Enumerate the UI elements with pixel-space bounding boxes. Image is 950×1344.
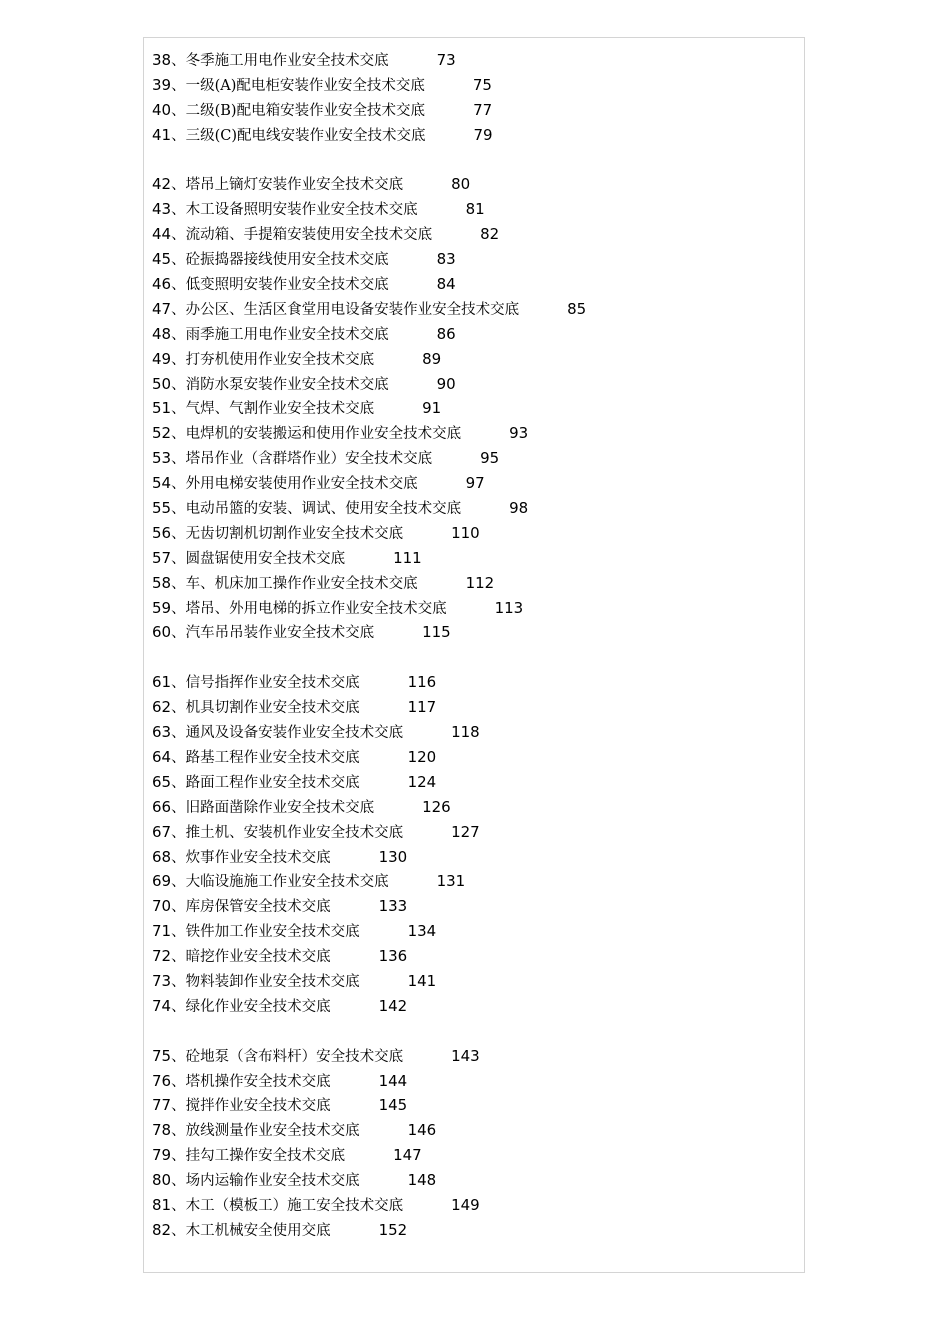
toc-entry-page: 127 bbox=[451, 822, 480, 841]
toc-entry-number: 53 bbox=[152, 449, 172, 468]
toc-entry-number: 75 bbox=[152, 1046, 172, 1065]
toc-entry[interactable]: 65、路面工程作业安全技术交底 124 bbox=[152, 772, 437, 791]
toc-entry-title: 一级(A)配电柜安装作业安全技术交底 bbox=[185, 77, 425, 94]
toc-entry[interactable]: 54、外用电梯安装使用作业安全技术交底 97 bbox=[152, 474, 485, 493]
toc-entry-number: 43 bbox=[152, 200, 172, 219]
toc-entry-title: 塔吊、外用电梯的拆立作业安全技术交底 bbox=[185, 600, 447, 617]
toc-entry-title: 铁件加工作业安全技术交底 bbox=[185, 924, 360, 941]
toc-entry-page: 136 bbox=[378, 947, 408, 966]
toc-entry-title: 场内运输作业安全技术交底 bbox=[185, 1173, 360, 1190]
toc-entry-number: 49 bbox=[152, 349, 172, 368]
toc-entry-title: 路基工程作业安全技术交底 bbox=[185, 749, 360, 766]
toc-entry-page: 82 bbox=[480, 225, 500, 244]
toc-entry-number: 58 bbox=[152, 573, 172, 592]
toc-entry-page: 120 bbox=[407, 747, 437, 766]
toc-entry-number: 81 bbox=[152, 1195, 172, 1214]
toc-entry-page: 146 bbox=[407, 1121, 437, 1140]
toc-entry-page: 97 bbox=[465, 474, 485, 493]
toc-entry-title: 炊事作业安全技术交底 bbox=[185, 849, 331, 866]
toc-entry-page: 147 bbox=[393, 1146, 422, 1165]
toc-entry[interactable]: 40、二级(B)配电箱安装作业安全技术交底 77 bbox=[152, 100, 493, 119]
toc-entry[interactable]: 49、打夯机使用作业安全技术交底 89 bbox=[152, 349, 442, 368]
toc-entry-page: 152 bbox=[378, 1220, 408, 1239]
toc-entry-page: 77 bbox=[473, 100, 493, 119]
toc-entry-page: 79 bbox=[473, 125, 493, 144]
toc-entry-page: 84 bbox=[436, 275, 456, 294]
toc-entry-page: 116 bbox=[407, 673, 437, 692]
toc-entry-title: 搅拌作业安全技术交底 bbox=[185, 1098, 331, 1115]
toc-entry-title: 汽车吊吊装作业安全技术交底 bbox=[185, 625, 375, 642]
toc-entry-number: 42 bbox=[152, 175, 172, 194]
toc-entry-title: 砼振捣器接线使用安全技术交底 bbox=[185, 252, 389, 269]
toc-entry[interactable]: 42、塔吊上镝灯安装作业安全技术交底 80 bbox=[152, 175, 471, 194]
toc-entry[interactable]: 56、无齿切割机切割作业安全技术交底 110 bbox=[152, 523, 480, 542]
toc-entry[interactable]: 53、塔吊作业（含群塔作业）安全技术交底 95 bbox=[152, 449, 500, 468]
toc-entry[interactable]: 58、车、机床加工操作作业安全技术交底 112 bbox=[152, 573, 495, 592]
document-page bbox=[143, 37, 805, 1273]
toc-entry-page: 89 bbox=[422, 349, 442, 368]
toc-entry-number: 62 bbox=[152, 698, 172, 717]
toc-entry-page: 148 bbox=[407, 1171, 437, 1190]
toc-entry-number: 47 bbox=[152, 299, 172, 318]
toc-entry-number: 77 bbox=[152, 1096, 172, 1115]
toc-entry-page: 117 bbox=[407, 698, 437, 717]
toc-entry-page: 75 bbox=[472, 75, 492, 94]
toc-entry-number: 55 bbox=[152, 499, 172, 518]
toc-entry-title: 消防水泵安装作业安全技术交底 bbox=[185, 376, 389, 393]
toc-entry[interactable]: 64、路基工程作业安全技术交底 120 bbox=[152, 747, 437, 766]
toc-entry-title: 雨季施工用电作业安全技术交底 bbox=[185, 326, 389, 343]
toc-entry[interactable]: 72、暗挖作业安全技术交底 136 bbox=[152, 947, 408, 966]
toc-entry-title: 信号指挥作业安全技术交底 bbox=[185, 675, 360, 692]
toc-entry-page: 83 bbox=[436, 250, 456, 269]
toc-entry-title: 木工（模板工）施工安全技术交底 bbox=[185, 1197, 404, 1214]
toc-entry-page: 95 bbox=[480, 449, 500, 468]
toc-entry[interactable]: 44、流动箱、手提箱安装使用安全技术交底 82 bbox=[152, 225, 500, 244]
toc-entry-page: 126 bbox=[422, 797, 451, 816]
toc-entry-title: 机具切割作业安全技术交底 bbox=[185, 700, 360, 717]
toc-entry-page: 124 bbox=[407, 772, 437, 791]
toc-entry[interactable]: 82、木工机械安全使用交底 152 bbox=[152, 1220, 408, 1239]
toc-entry[interactable]: 79、挂勾工操作安全技术交底 147 bbox=[152, 1146, 422, 1165]
toc-entry-number: 67 bbox=[152, 822, 172, 841]
toc-entry-title: 无齿切割机切割作业安全技术交底 bbox=[185, 525, 404, 542]
toc-entry-title: 路面工程作业安全技术交底 bbox=[185, 774, 360, 791]
toc-entry-page: 144 bbox=[378, 1071, 408, 1090]
toc-entry-page: 90 bbox=[436, 374, 456, 393]
toc-entry[interactable]: 48、雨季施工用电作业安全技术交底 86 bbox=[152, 324, 456, 343]
toc-entry-page: 142 bbox=[378, 996, 408, 1015]
toc-entry-title: 电焊机的安装搬运和使用作业安全技术交底 bbox=[185, 426, 462, 443]
toc-entry[interactable]: 78、放线测量作业安全技术交底 146 bbox=[152, 1121, 437, 1140]
toc-entry-title: 电动吊篮的安装、调试、使用安全技术交底 bbox=[185, 501, 462, 518]
toc-entry-page: 112 bbox=[465, 573, 495, 592]
toc-entry-page: 141 bbox=[407, 971, 437, 990]
toc-entry-page: 86 bbox=[436, 324, 456, 343]
toc-entry[interactable]: 73、物料装卸作业安全技术交底 141 bbox=[152, 971, 437, 990]
toc-entry-number: 41 bbox=[152, 125, 172, 144]
toc-entry[interactable]: 50、消防水泵安装作业安全技术交底 90 bbox=[152, 374, 456, 393]
toc-entry[interactable]: 55、电动吊篮的安装、调试、使用安全技术交底 98 bbox=[152, 499, 529, 518]
toc-entry-title: 气焊、气割作业安全技术交底 bbox=[185, 401, 375, 418]
toc-entry[interactable]: 38、冬季施工用电作业安全技术交底 73 bbox=[152, 51, 456, 69]
toc-entry[interactable]: 60、汽车吊吊装作业安全技术交底 115 bbox=[152, 623, 451, 642]
toc-entry[interactable]: 63、通风及设备安装作业安全技术交底 118 bbox=[152, 723, 480, 742]
toc-gap bbox=[152, 645, 804, 670]
toc-entry-title: 旧路面凿除作业安全技术交底 bbox=[185, 799, 375, 816]
toc-entry-title: 冬季施工用电作业安全技术交底 bbox=[185, 53, 389, 69]
toc-entry-number: 80 bbox=[152, 1171, 172, 1190]
toc-entry-number: 45 bbox=[152, 250, 172, 269]
toc-entry-title: 三级(C)配电线安装作业安全技术交底 bbox=[185, 127, 426, 144]
toc-entry-number: 44 bbox=[152, 225, 172, 244]
toc-entry-page: 145 bbox=[378, 1096, 408, 1115]
toc-entry-number: 72 bbox=[152, 947, 172, 966]
toc-entry-number: 61 bbox=[152, 673, 172, 692]
toc-entry-number: 74 bbox=[152, 996, 172, 1015]
toc-entry[interactable]: 76、塔机操作安全技术交底 144 bbox=[152, 1071, 408, 1090]
toc-entry-page: 113 bbox=[494, 598, 524, 617]
toc-entry[interactable]: 74、绿化作业安全技术交底 142 bbox=[152, 996, 408, 1015]
toc-entry-title: 流动箱、手提箱安装使用安全技术交底 bbox=[185, 227, 433, 244]
toc-entry-number: 70 bbox=[152, 897, 172, 916]
toc-entry-number: 76 bbox=[152, 1071, 172, 1090]
toc-entry[interactable]: 59、塔吊、外用电梯的拆立作业安全技术交底 113 bbox=[152, 598, 524, 617]
toc-entry-title: 二级(B)配电箱安装作业安全技术交底 bbox=[185, 102, 426, 119]
toc-entry-page: 131 bbox=[436, 872, 466, 891]
toc-entry-page: 118 bbox=[451, 723, 480, 742]
toc-entry-page: 85 bbox=[567, 299, 587, 318]
toc-entry[interactable]: 61、信号指挥作业安全技术交底 116 bbox=[152, 673, 437, 692]
toc-entry-number: 59 bbox=[152, 598, 172, 617]
toc-entry-number: 68 bbox=[152, 847, 172, 866]
toc-entry-title: 推土机、安装机作业安全技术交底 bbox=[185, 824, 404, 841]
toc-entry[interactable]: 45、砼振捣器接线使用安全技术交底 83 bbox=[152, 250, 456, 269]
toc-entry-page: 73 bbox=[436, 51, 456, 69]
toc-entry-title: 外用电梯安装使用作业安全技术交底 bbox=[185, 476, 418, 493]
toc-entry-number: 39 bbox=[152, 75, 172, 94]
toc-entry[interactable]: 69、大临设施施工作业安全技术交底 131 bbox=[152, 872, 466, 891]
toc-entry-number: 48 bbox=[152, 324, 172, 343]
toc-entry-title: 库房保管安全技术交底 bbox=[185, 899, 331, 916]
toc-entry-page: 133 bbox=[378, 897, 408, 916]
toc-entry[interactable]: 71、铁件加工作业安全技术交底 134 bbox=[152, 922, 437, 941]
toc-entry-number: 38 bbox=[152, 51, 172, 69]
toc-entry-page: 111 bbox=[393, 548, 422, 567]
toc-entry-number: 66 bbox=[152, 797, 172, 816]
toc-entry-title: 通风及设备安装作业安全技术交底 bbox=[185, 725, 404, 742]
toc-entry-number: 54 bbox=[152, 474, 172, 493]
toc-entry[interactable]: 51、气焊、气割作业安全技术交底 91 bbox=[152, 399, 442, 418]
toc-entry[interactable]: 70、库房保管安全技术交底 133 bbox=[152, 897, 408, 916]
toc-entry-title: 塔机操作安全技术交底 bbox=[185, 1073, 331, 1090]
toc-entry-title: 塔吊上镝灯安装作业安全技术交底 bbox=[185, 177, 404, 194]
toc-entry-number: 50 bbox=[152, 374, 172, 393]
toc-entry[interactable]: 81、木工（模板工）施工安全技术交底 149 bbox=[152, 1195, 480, 1214]
toc-entry-page: 149 bbox=[451, 1195, 480, 1214]
toc-entry[interactable]: 62、机具切割作业安全技术交底 117 bbox=[152, 698, 437, 717]
toc-entry-number: 63 bbox=[152, 723, 172, 742]
toc-entry[interactable]: 68、炊事作业安全技术交底 130 bbox=[152, 847, 408, 866]
toc-entry-page: 134 bbox=[407, 922, 437, 941]
toc-entry-number: 78 bbox=[152, 1121, 172, 1140]
toc-entry-page: 130 bbox=[378, 847, 408, 866]
toc-entry[interactable]: 39、一级(A)配电柜安装作业安全技术交底 75 bbox=[152, 75, 492, 94]
toc-entry-number: 60 bbox=[152, 623, 172, 642]
toc-entry-title: 低变照明安装作业安全技术交底 bbox=[185, 277, 389, 294]
toc-entry[interactable]: 66、旧路面凿除作业安全技术交底 126 bbox=[152, 797, 451, 816]
toc-entry-title: 打夯机使用作业安全技术交底 bbox=[185, 351, 375, 368]
toc-entry[interactable]: 43、木工设备照明安装作业安全技术交底 81 bbox=[152, 200, 485, 219]
toc-entry-page: 143 bbox=[451, 1046, 480, 1065]
toc-entry-title: 大临设施施工作业安全技术交底 bbox=[185, 874, 389, 891]
toc-entry-title: 车、机床加工操作作业安全技术交底 bbox=[185, 575, 418, 592]
toc-entry-number: 69 bbox=[152, 872, 172, 891]
toc-entry-number: 51 bbox=[152, 399, 172, 418]
toc-entry-number: 79 bbox=[152, 1146, 172, 1165]
toc-entry-title: 暗挖作业安全技术交底 bbox=[185, 949, 331, 966]
toc-entry-number: 52 bbox=[152, 424, 172, 443]
toc-entry-page: 80 bbox=[451, 175, 471, 194]
toc-entry-title: 圆盘锯使用安全技术交底 bbox=[185, 550, 346, 567]
toc-entry-number: 64 bbox=[152, 747, 172, 766]
toc-entry[interactable]: 47、办公区、生活区食堂用电设备安装作业安全技术交底 85 bbox=[152, 299, 587, 318]
toc-entry[interactable]: 52、电焊机的安装搬运和使用作业安全技术交底 93 bbox=[152, 424, 529, 443]
toc-entry[interactable]: 46、低变照明安装作业安全技术交底 84 bbox=[152, 275, 456, 294]
toc-entry-title: 木工机械安全使用交底 bbox=[185, 1222, 331, 1239]
toc-entry[interactable]: 80、场内运输作业安全技术交底 148 bbox=[152, 1171, 437, 1190]
toc-entry-title: 木工设备照明安装作业安全技术交底 bbox=[185, 202, 418, 219]
toc-entry-page: 98 bbox=[509, 499, 529, 518]
toc-entry-number: 57 bbox=[152, 548, 172, 567]
toc-entry-number: 40 bbox=[152, 100, 172, 119]
toc-entry-title: 物料装卸作业安全技术交底 bbox=[185, 973, 360, 990]
toc-entry-title: 办公区、生活区食堂用电设备安装作业安全技术交底 bbox=[185, 301, 520, 318]
toc-entry-page: 91 bbox=[422, 399, 442, 418]
toc-entry-title: 塔吊作业（含群塔作业）安全技术交底 bbox=[185, 451, 433, 468]
toc-entry-number: 65 bbox=[152, 772, 172, 791]
toc-entry-number: 46 bbox=[152, 275, 172, 294]
toc-entry-title: 放线测量作业安全技术交底 bbox=[185, 1123, 360, 1140]
toc-entry[interactable]: 75、砼地泵（含布料杆）安全技术交底 143 bbox=[152, 1046, 480, 1065]
toc-gap bbox=[152, 148, 804, 173]
toc-entry-title: 挂勾工操作安全技术交底 bbox=[185, 1148, 346, 1165]
table-of-contents bbox=[152, 48, 804, 1243]
toc-entry-title: 绿化作业安全技术交底 bbox=[185, 998, 331, 1015]
toc-entry-number: 71 bbox=[152, 922, 172, 941]
toc-gap bbox=[152, 1019, 804, 1044]
toc-entry-page: 115 bbox=[422, 623, 451, 642]
toc-entry-page: 93 bbox=[509, 424, 529, 443]
toc-entry-page: 110 bbox=[451, 523, 480, 542]
toc-entry-number: 73 bbox=[152, 971, 172, 990]
toc-entry[interactable]: 77、搅拌作业安全技术交底 145 bbox=[152, 1096, 408, 1115]
toc-entry[interactable]: 57、圆盘锯使用安全技术交底 111 bbox=[152, 548, 422, 567]
toc-entry-title: 砼地泵（含布料杆）安全技术交底 bbox=[185, 1048, 404, 1065]
toc-entry-number: 82 bbox=[152, 1220, 172, 1239]
toc-entry-page: 81 bbox=[465, 200, 485, 219]
toc-entry[interactable]: 67、推土机、安装机作业安全技术交底 127 bbox=[152, 822, 480, 841]
toc-entry[interactable]: 41、三级(C)配电线安装作业安全技术交底 79 bbox=[152, 125, 493, 144]
toc-entry-number: 56 bbox=[152, 523, 172, 542]
